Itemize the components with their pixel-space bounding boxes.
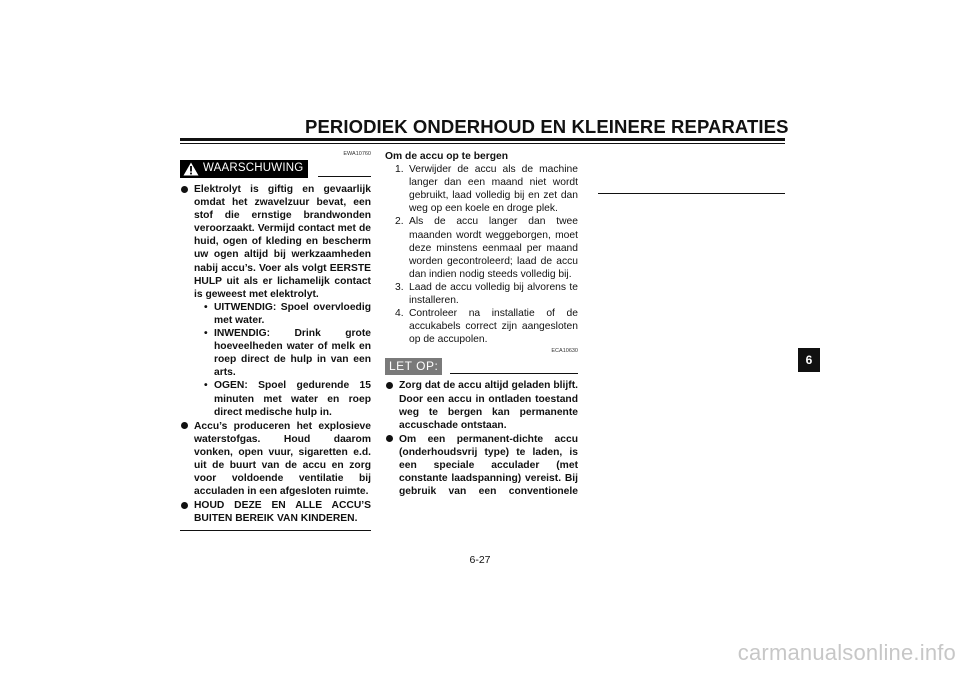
warning-end-rule <box>180 530 371 531</box>
storage-step: 4. Controleer na installatie of de accukabels correct zijn aangesloten op de accupolen. <box>395 308 578 346</box>
warning-code: EWA10760 <box>343 151 371 157</box>
notice-badge: LET OP: <box>385 358 442 375</box>
watermark: carmanualsonline.info <box>737 640 956 665</box>
title-rule-thin <box>180 143 785 144</box>
title-rule <box>180 138 785 141</box>
notice-code: ECA10630 <box>551 348 578 355</box>
notice-header <box>385 357 578 375</box>
warning-sub-item: • OGEN: Spoel gedurende 15 minuten met water en roep direct medische hulp in. <box>204 380 371 418</box>
bullet-icon <box>386 435 393 442</box>
notice-bullet: Om een permanent-dichte accu (onderhoudsvrij type) te laden, is een speciale acculader (met constante laadspanning) vereist. Bij gebruik van een conventionele <box>385 433 578 498</box>
warning-header-rule <box>318 176 371 177</box>
notice-continuation <box>598 150 785 190</box>
bullet-icon <box>181 422 188 429</box>
warning-sub-item: • INWENDIG: Drink grote hoeveelheden water of melk en roep direct de hulp in van een arts. <box>204 328 371 379</box>
warning-header <box>180 159 371 179</box>
notice-end-rule <box>598 193 785 194</box>
warning-column <box>180 150 371 531</box>
warning-label: WAARSCHUWING <box>203 162 304 175</box>
storage-step: 3. Laad de accu volledig bij alvorens te installeren. <box>395 281 578 307</box>
page-number: 6-27 <box>469 554 491 566</box>
bullet-icon <box>181 502 188 509</box>
notice-bullet: Zorg dat de accu altijd geladen blijft. Door een accu in ontladen toestand weg te bergen kan permanente accuschade ontstaan. <box>385 379 578 431</box>
warning-bullet: HOUD DEZE EN ALLE ACCU’S BUITEN BEREIK VAN KINDEREN. <box>180 499 371 525</box>
storage-step: 1. Verwijder de accu als de machine langer dan een maand niet wordt gebruikt, laad volledig bij en zet dan weg op een koele en droge plek. <box>395 164 578 215</box>
notice-header-rule <box>450 373 578 374</box>
storage-step: 2. Als de accu langer dan twee maanden wordt weggeborgen, moet deze minstens eenmaal per maand worden gecontroleerd; laad de accu dan indien nodig steeds volledig bij. <box>395 216 578 280</box>
warning-bullet: Elektrolyt is giftig en gevaarlijk omdat het zwavelzuur bevat, een stof die ernstige brandwonden veroorzaakt. Vermijd contact met de huid, ogen of kleding en bescherm uw ogen altijd bij werkzaamheden nabij accu’s. Voer als volgt EERSTE HULP uit als er lichamelijk contact is geweest met elektrolyt. <box>180 183 371 301</box>
warning-sub-item: • UITWENDIG: Spoel overvloedig met water. <box>204 301 371 326</box>
warning-bullet: Accu’s produceren het explosieve waterstofgas. Houd daarom vonken, open vuur, sigaretten e.d. uit de buurt van de accu en zorg voor voldoende ventilatie bij acculaden in een afgesloten ruimte. <box>180 420 371 499</box>
warning-triangle-icon <box>183 162 199 176</box>
chapter-tab: 6 <box>798 348 820 372</box>
continuation-column <box>598 150 785 194</box>
section-heading: Om de accu op te bergen <box>385 151 509 162</box>
page-title: PERIODIEK ONDERHOUD EN KLEINERE REPARATIES <box>305 116 789 137</box>
bullet-icon <box>181 186 188 193</box>
bullet-icon <box>386 382 393 389</box>
storage-column <box>385 150 578 498</box>
warning-badge <box>180 160 308 178</box>
